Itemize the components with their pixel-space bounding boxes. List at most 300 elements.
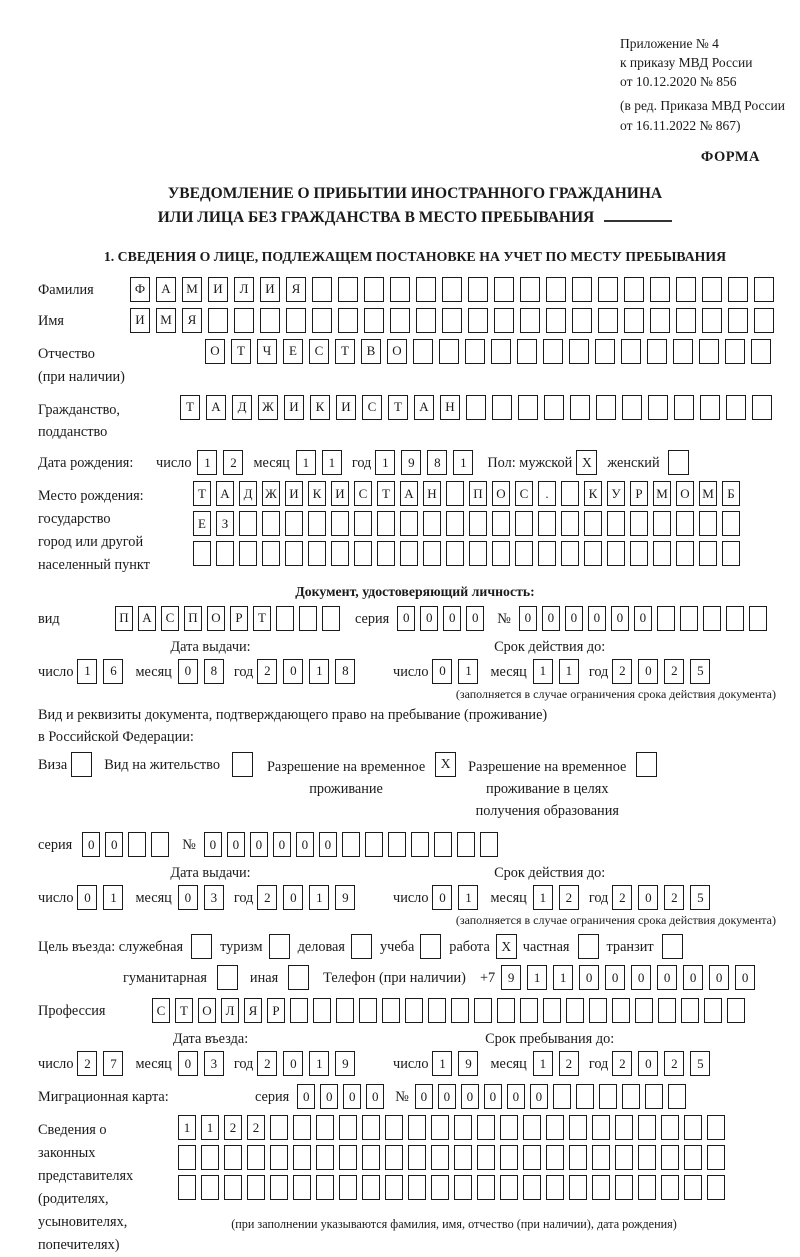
doc-type-cells xyxy=(115,606,345,631)
private-label: частная xyxy=(522,939,570,956)
char-cell xyxy=(201,1175,219,1200)
char-cell xyxy=(684,1115,702,1140)
char-cell xyxy=(676,308,696,333)
char-cell: Л xyxy=(234,277,254,302)
char-cell: 0 xyxy=(297,1084,315,1109)
representatives-cells-row1 xyxy=(178,1115,730,1140)
char-cell xyxy=(622,395,642,420)
char-cell xyxy=(224,1145,242,1170)
char-cell: К xyxy=(584,481,602,506)
migration-card-row xyxy=(38,1084,792,1109)
patronymic-label xyxy=(38,339,205,389)
char-cell xyxy=(247,1175,265,1200)
char-cell xyxy=(293,1145,311,1170)
char-cell xyxy=(546,308,566,333)
char-cell xyxy=(520,998,538,1023)
char-cell xyxy=(377,541,395,566)
char-cell xyxy=(216,541,234,566)
char-cell xyxy=(494,277,514,302)
day-label: число xyxy=(38,890,74,907)
char-cell xyxy=(290,998,308,1023)
char-cell xyxy=(544,395,564,420)
representatives-row xyxy=(38,1115,792,1256)
char-cell xyxy=(615,1175,633,1200)
char-cell: 1 xyxy=(178,1115,196,1140)
birthplace-cells-row2 xyxy=(193,511,745,536)
char-cell: 0 xyxy=(178,885,198,910)
char-cell xyxy=(673,339,693,364)
day-label: число xyxy=(156,455,192,472)
char-cell xyxy=(359,998,377,1023)
char-cell: 0 xyxy=(432,885,452,910)
char-cell xyxy=(312,308,332,333)
char-cell xyxy=(385,1145,403,1170)
char-cell: 0 xyxy=(283,885,303,910)
purpose-official-label: Цель въезда: служебная xyxy=(38,939,184,956)
char-cell xyxy=(676,277,696,302)
char-cell: 2 xyxy=(257,885,277,910)
identity-doc-heading: Документ, удостоверяющий личность: xyxy=(295,583,535,599)
char-cell: С xyxy=(362,395,382,420)
appendix-edit-note xyxy=(620,96,792,134)
visa-checkbox xyxy=(71,752,92,777)
char-cell: 2 xyxy=(664,659,684,684)
doc-issue-day-cells xyxy=(77,659,129,684)
char-cell xyxy=(553,1084,571,1109)
representatives-label xyxy=(38,1115,178,1256)
birthplace-row xyxy=(38,481,792,577)
char-cell xyxy=(596,395,616,420)
char-cell xyxy=(523,1145,541,1170)
permit-issue-head: Дата выдачи: xyxy=(170,865,251,882)
char-cell xyxy=(362,1175,380,1200)
char-cell: 5 xyxy=(690,1051,710,1076)
permit-series-row xyxy=(38,832,792,857)
patronymic-label-line1: Отчество xyxy=(38,345,95,362)
char-cell xyxy=(492,541,510,566)
char-cell xyxy=(362,1145,380,1170)
char-cell: 0 xyxy=(542,606,560,631)
char-cell: А xyxy=(156,277,176,302)
business-label: деловая xyxy=(297,939,345,956)
char-cell: 2 xyxy=(223,450,243,475)
char-cell xyxy=(566,998,584,1023)
char-cell xyxy=(538,541,556,566)
char-cell xyxy=(442,277,462,302)
char-cell xyxy=(630,511,648,536)
char-cell xyxy=(702,308,722,333)
char-cell xyxy=(466,395,486,420)
char-cell: 0 xyxy=(204,832,222,857)
char-cell xyxy=(468,277,488,302)
char-cell: 0 xyxy=(432,659,452,684)
char-cell: 0 xyxy=(579,965,599,990)
name-row xyxy=(38,308,792,333)
char-cell xyxy=(520,277,540,302)
char-cell: С xyxy=(354,481,372,506)
doc-valid-col xyxy=(383,639,716,684)
char-cell: 1 xyxy=(309,885,329,910)
char-cell xyxy=(546,277,566,302)
char-cell xyxy=(492,511,510,536)
char-cell xyxy=(599,1084,617,1109)
humanitarian-label: гуманитарная xyxy=(123,970,207,987)
work-label: работа xyxy=(449,939,490,956)
tourism-label: туризм xyxy=(220,939,263,956)
char-cell xyxy=(518,395,538,420)
permit-valid-col xyxy=(383,865,716,910)
char-cell: 0 xyxy=(420,606,438,631)
char-cell: Т xyxy=(193,481,211,506)
char-cell: Ж xyxy=(258,395,278,420)
char-cell xyxy=(523,1175,541,1200)
char-cell xyxy=(331,541,349,566)
doc-issue-group xyxy=(38,659,383,684)
char-cell xyxy=(702,277,722,302)
char-cell xyxy=(405,998,423,1023)
char-cell xyxy=(270,1175,288,1200)
permit-dates-block xyxy=(38,865,792,910)
char-cell xyxy=(151,832,169,857)
char-cell: 7 xyxy=(103,1051,123,1076)
char-cell xyxy=(416,308,436,333)
temp-residence-label xyxy=(267,752,425,800)
year-label: год xyxy=(233,663,254,680)
residence-doc-text-line1: Вид и реквизиты документа, подтверждающего право на пребывание (проживание) xyxy=(38,706,548,723)
birth-day-cells xyxy=(197,450,249,475)
char-cell: 0 xyxy=(273,832,291,857)
char-cell xyxy=(431,1145,449,1170)
char-cell xyxy=(624,277,644,302)
char-cell: О xyxy=(492,481,510,506)
char-cell xyxy=(457,832,475,857)
birthplace-label-line4: населенный пункт xyxy=(38,556,150,573)
doc-dates-block xyxy=(38,639,792,684)
name-label: Имя xyxy=(38,312,64,329)
char-cell xyxy=(703,606,721,631)
doc-valid-head: Срок действия до: xyxy=(494,638,606,655)
blank-line xyxy=(604,207,672,222)
stay-until-head: Срок пребывания до: xyxy=(485,1031,615,1048)
char-cell xyxy=(364,308,384,333)
char-cell xyxy=(699,511,717,536)
char-cell: 1 xyxy=(375,450,395,475)
char-cell: 0 xyxy=(343,1084,361,1109)
char-cell xyxy=(178,1145,196,1170)
char-cell: 0 xyxy=(77,885,97,910)
char-cell: Р xyxy=(630,481,648,506)
year-label: год xyxy=(233,890,254,907)
char-cell: 9 xyxy=(458,1051,478,1076)
char-cell xyxy=(382,998,400,1023)
char-cell: 0 xyxy=(178,659,198,684)
day-label: число xyxy=(393,663,429,680)
char-cell: З xyxy=(216,511,234,536)
business-checkbox xyxy=(351,934,372,959)
appendix-line-3: от 10.12.2020 № 856 xyxy=(620,74,737,90)
char-cell: Я xyxy=(286,277,306,302)
char-cell xyxy=(208,308,228,333)
appendix-line-1: Приложение № 4 xyxy=(620,36,719,51)
char-cell: Т xyxy=(335,339,355,364)
gender-female-label: женский xyxy=(607,455,660,472)
surname-cells xyxy=(130,277,780,302)
char-cell: 0 xyxy=(631,965,651,990)
doc-valid-group xyxy=(383,659,716,684)
char-cell xyxy=(700,395,720,420)
char-cell xyxy=(647,339,667,364)
char-cell: Ж xyxy=(262,481,280,506)
birthplace-label-line2: государство xyxy=(38,511,111,528)
char-cell: 2 xyxy=(257,659,277,684)
char-cell xyxy=(193,541,211,566)
char-cell xyxy=(584,541,602,566)
char-cell xyxy=(635,998,653,1023)
char-cell: И xyxy=(336,395,356,420)
gender-male-label: Пол: мужской xyxy=(487,455,573,472)
citizenship-row xyxy=(38,395,792,445)
char-cell xyxy=(523,1115,541,1140)
char-cell xyxy=(468,308,488,333)
stay-day-cells xyxy=(432,1051,484,1076)
char-cell xyxy=(431,1175,449,1200)
char-cell xyxy=(308,541,326,566)
char-cell: А xyxy=(138,606,156,631)
year-label: год xyxy=(351,455,372,472)
char-cell: 0 xyxy=(283,1051,303,1076)
char-cell xyxy=(726,395,746,420)
char-cell xyxy=(676,541,694,566)
study-label: учеба xyxy=(379,939,415,956)
patronymic-cells xyxy=(205,339,777,364)
char-cell xyxy=(546,1145,564,1170)
char-cell xyxy=(400,511,418,536)
char-cell xyxy=(681,998,699,1023)
char-cell: 0 xyxy=(105,832,123,857)
char-cell: С xyxy=(152,998,170,1023)
char-cell: Б xyxy=(722,481,740,506)
char-cell xyxy=(270,1145,288,1170)
surname-row xyxy=(38,277,792,302)
month-label: месяц xyxy=(135,1056,172,1073)
char-cell: 0 xyxy=(250,832,268,857)
char-cell: 2 xyxy=(664,1051,684,1076)
char-cell: 8 xyxy=(427,450,447,475)
char-cell xyxy=(546,1175,564,1200)
char-cell: Т xyxy=(180,395,200,420)
char-cell xyxy=(661,1145,679,1170)
month-label: месяц xyxy=(135,663,172,680)
char-cell xyxy=(517,339,537,364)
char-cell: 1 xyxy=(458,659,478,684)
char-cell xyxy=(543,339,563,364)
char-cell xyxy=(592,1175,610,1200)
char-cell: 0 xyxy=(320,1084,338,1109)
char-cell: 1 xyxy=(309,659,329,684)
char-cell xyxy=(638,1175,656,1200)
birthplace-cells xyxy=(193,481,745,571)
char-cell: О xyxy=(387,339,407,364)
char-cell xyxy=(676,511,694,536)
forma-label: ФОРМА xyxy=(700,148,760,165)
permit-issue-day-cells xyxy=(77,885,129,910)
char-cell xyxy=(247,1145,265,1170)
representatives-label-line4: (родителях, xyxy=(38,1190,109,1207)
char-cell xyxy=(491,339,511,364)
char-cell: 1 xyxy=(453,450,473,475)
char-cell xyxy=(500,1145,518,1170)
doc-valid-day-cells xyxy=(432,659,484,684)
char-cell: 9 xyxy=(335,1051,355,1076)
transit-label: транзит xyxy=(606,939,654,956)
char-cell xyxy=(592,1115,610,1140)
char-cell: Я xyxy=(244,998,262,1023)
char-cell: 0 xyxy=(638,1051,658,1076)
birthdate-row xyxy=(38,450,792,475)
citizenship-label-line2: подданство xyxy=(38,424,108,441)
char-cell xyxy=(650,308,670,333)
char-cell xyxy=(622,1084,640,1109)
char-cell xyxy=(584,511,602,536)
private-checkbox xyxy=(578,934,599,959)
citizenship-label xyxy=(38,395,180,445)
char-cell: 1 xyxy=(103,885,123,910)
char-cell: 1 xyxy=(296,450,316,475)
char-cell: Д xyxy=(232,395,252,420)
char-cell xyxy=(492,395,512,420)
permit-series-cells xyxy=(82,832,174,857)
char-cell xyxy=(615,1115,633,1140)
char-cell: И xyxy=(285,481,303,506)
appendix-line-5: от 16.11.2022 № 867) xyxy=(620,117,741,133)
form-title-line1: УВЕДОМЛЕНИЕ О ПРИБЫТИИ ИНОСТРАННОГО ГРАЖДАНИНА xyxy=(167,184,663,202)
char-cell xyxy=(338,277,358,302)
char-cell xyxy=(650,277,670,302)
char-cell xyxy=(589,998,607,1023)
char-cell xyxy=(234,308,254,333)
char-cell: 0 xyxy=(82,832,100,857)
validity-note: (заполняется в случае ограничения срока действия документа) xyxy=(455,913,776,928)
char-cell xyxy=(751,339,771,364)
char-cell xyxy=(364,277,384,302)
stay-month-cells xyxy=(533,1051,585,1076)
char-cell xyxy=(657,606,675,631)
char-cell: 0 xyxy=(735,965,755,990)
char-cell: 1 xyxy=(197,450,217,475)
char-cell xyxy=(322,606,340,631)
other-label: иная xyxy=(249,970,279,987)
char-cell: А xyxy=(216,481,234,506)
mc-number-cells xyxy=(415,1084,691,1109)
study-checkbox xyxy=(420,934,441,959)
doc-type-label: вид xyxy=(38,610,60,627)
char-cell: К xyxy=(310,395,330,420)
residence-doc-text-line2: в Российской Федерации: xyxy=(38,728,194,745)
char-cell xyxy=(316,1145,334,1170)
char-cell: О xyxy=(676,481,694,506)
residence-permit-checkbox xyxy=(232,752,253,777)
stay-until-group xyxy=(383,1051,716,1076)
char-cell xyxy=(262,511,280,536)
char-cell: М xyxy=(653,481,671,506)
entry-month-cells xyxy=(178,1051,230,1076)
birthplace-cells-row3 xyxy=(193,541,745,566)
month-label: месяц xyxy=(490,1056,527,1073)
char-cell xyxy=(365,832,383,857)
char-cell: 2 xyxy=(77,1051,97,1076)
char-cell xyxy=(454,1145,472,1170)
char-cell: 0 xyxy=(466,606,484,631)
char-cell xyxy=(469,511,487,536)
char-cell xyxy=(576,1084,594,1109)
char-cell xyxy=(658,998,676,1023)
char-cell xyxy=(313,998,331,1023)
char-cell: 1 xyxy=(533,885,553,910)
char-cell xyxy=(561,511,579,536)
phone-cells xyxy=(501,965,761,990)
name-cells xyxy=(130,308,780,333)
patronymic-row xyxy=(38,339,792,389)
char-cell: 1 xyxy=(77,659,97,684)
mc-series-cells xyxy=(297,1084,389,1109)
char-cell xyxy=(224,1175,242,1200)
mc-number-label: № xyxy=(395,1089,409,1106)
temp-residence-edu-label-line1: Разрешение на временное xyxy=(468,758,627,775)
char-cell: 0 xyxy=(657,965,677,990)
char-cell: 0 xyxy=(519,606,537,631)
permit-issue-group xyxy=(38,885,383,910)
char-cell xyxy=(342,832,360,857)
char-cell xyxy=(312,277,332,302)
char-cell xyxy=(561,481,579,506)
surname-label: Фамилия xyxy=(38,281,94,298)
patronymic-label-line2: (при наличии) xyxy=(38,368,125,385)
purpose-row-1 xyxy=(38,934,792,959)
char-cell: М xyxy=(182,277,202,302)
char-cell: Т xyxy=(175,998,193,1023)
char-cell xyxy=(385,1175,403,1200)
permit-issue-year-cells xyxy=(257,885,361,910)
char-cell xyxy=(128,832,146,857)
char-cell xyxy=(515,541,533,566)
char-cell xyxy=(408,1115,426,1140)
char-cell: Д xyxy=(239,481,257,506)
char-cell: 2 xyxy=(612,885,632,910)
char-cell xyxy=(454,1175,472,1200)
char-cell xyxy=(754,277,774,302)
char-cell xyxy=(331,511,349,536)
mc-series-label: серия xyxy=(255,1089,290,1106)
migration-card-label: Миграционная карта: xyxy=(38,1089,169,1106)
char-cell: 9 xyxy=(501,965,521,990)
char-cell xyxy=(598,277,618,302)
char-cell xyxy=(431,1115,449,1140)
birthdate-label: Дата рождения: xyxy=(38,455,134,472)
char-cell: П xyxy=(469,481,487,506)
char-cell xyxy=(390,308,410,333)
appendix-line-2: к приказу МВД России xyxy=(620,55,753,71)
entry-date-col xyxy=(38,1031,383,1076)
char-cell xyxy=(451,998,469,1023)
char-cell: 6 xyxy=(103,659,123,684)
char-cell xyxy=(439,339,459,364)
char-cell xyxy=(699,541,717,566)
char-cell xyxy=(336,998,354,1023)
char-cell xyxy=(477,1115,495,1140)
appendix-line-4: (в ред. Приказа МВД России xyxy=(620,98,785,114)
char-cell: Ч xyxy=(257,339,277,364)
char-cell xyxy=(680,606,698,631)
